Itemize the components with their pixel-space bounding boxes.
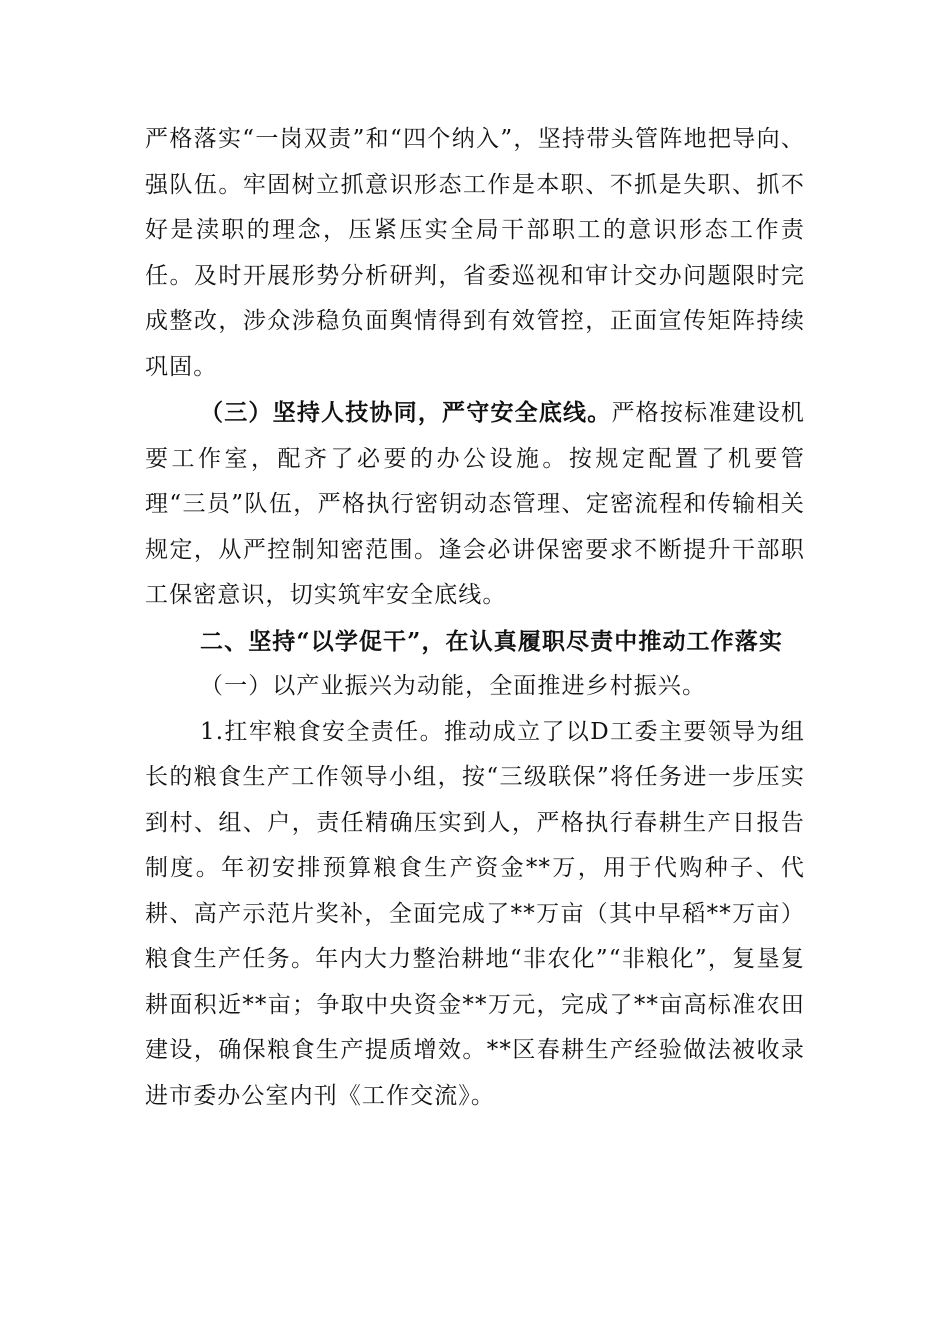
document-page [145, 117, 805, 1119]
paragraph-text: 严格落实“一岗双责”和“四个纳入”，坚持带头管阵地把导向、强队伍。牢固树立抓意识形态工作是本职、不抓是失职、抓不好是渎职的理念，压紧压实全局干部职工的意识形态工作责任。及时开展形势分析研判，省委巡视和审计交办问题限时完成整改，涉众涉稳负面舆情得到有效管控，正面宣传矩阵持续巩固。 [145, 126, 805, 380]
paragraph-grain-security [145, 710, 805, 1120]
paragraph-text: 1.扛牢粮食安全责任。推动成立了以D工委主要领导为组长的粮食生产工作领导小组，按“三级联保”将任务进一步压实到村、组、户，责任精确压实到人，严格执行春耕生产日报告制度。年初安排预算粮食生产资金**万，用于代购种子、代耕、高产示范片奖补，全面完成了**万亩（其中早稻**万亩）粮食生产任务。年内大力整治耕地“非农化”“非粮化”，复垦复耕面积近**亩；争取中央资金**万元，完成了**亩高标准农田建设，确保粮食生产提质增效。**区春耕生产经验做法被收录进市委办公室内刊《工作交流》。 [145, 718, 805, 1109]
subsection-heading-rural-revitalization: （一）以产业振兴为动能，全面推进乡村振兴。 [200, 673, 707, 699]
paragraph-security-baseline [145, 390, 805, 619]
section-heading-2: 二、坚持“以学促干”，在认真履职尽责中推动工作落实 [200, 627, 783, 655]
paragraph-text: 严格按标准建设机要工作室，配齐了必要的办公设施。按规定配置了机要管理“三员”队伍，严格执行密钥动态管理、定密流程和传输相关规定，从严控制知密范围。逢会必讲保密要求不断提升干部职工保密意识，切实筑牢安全底线。 [145, 400, 805, 608]
paragraph-ideology-responsibility [145, 117, 805, 390]
paragraph-lead-heading: （三）坚持人技协同，严守安全底线。 [200, 399, 612, 426]
